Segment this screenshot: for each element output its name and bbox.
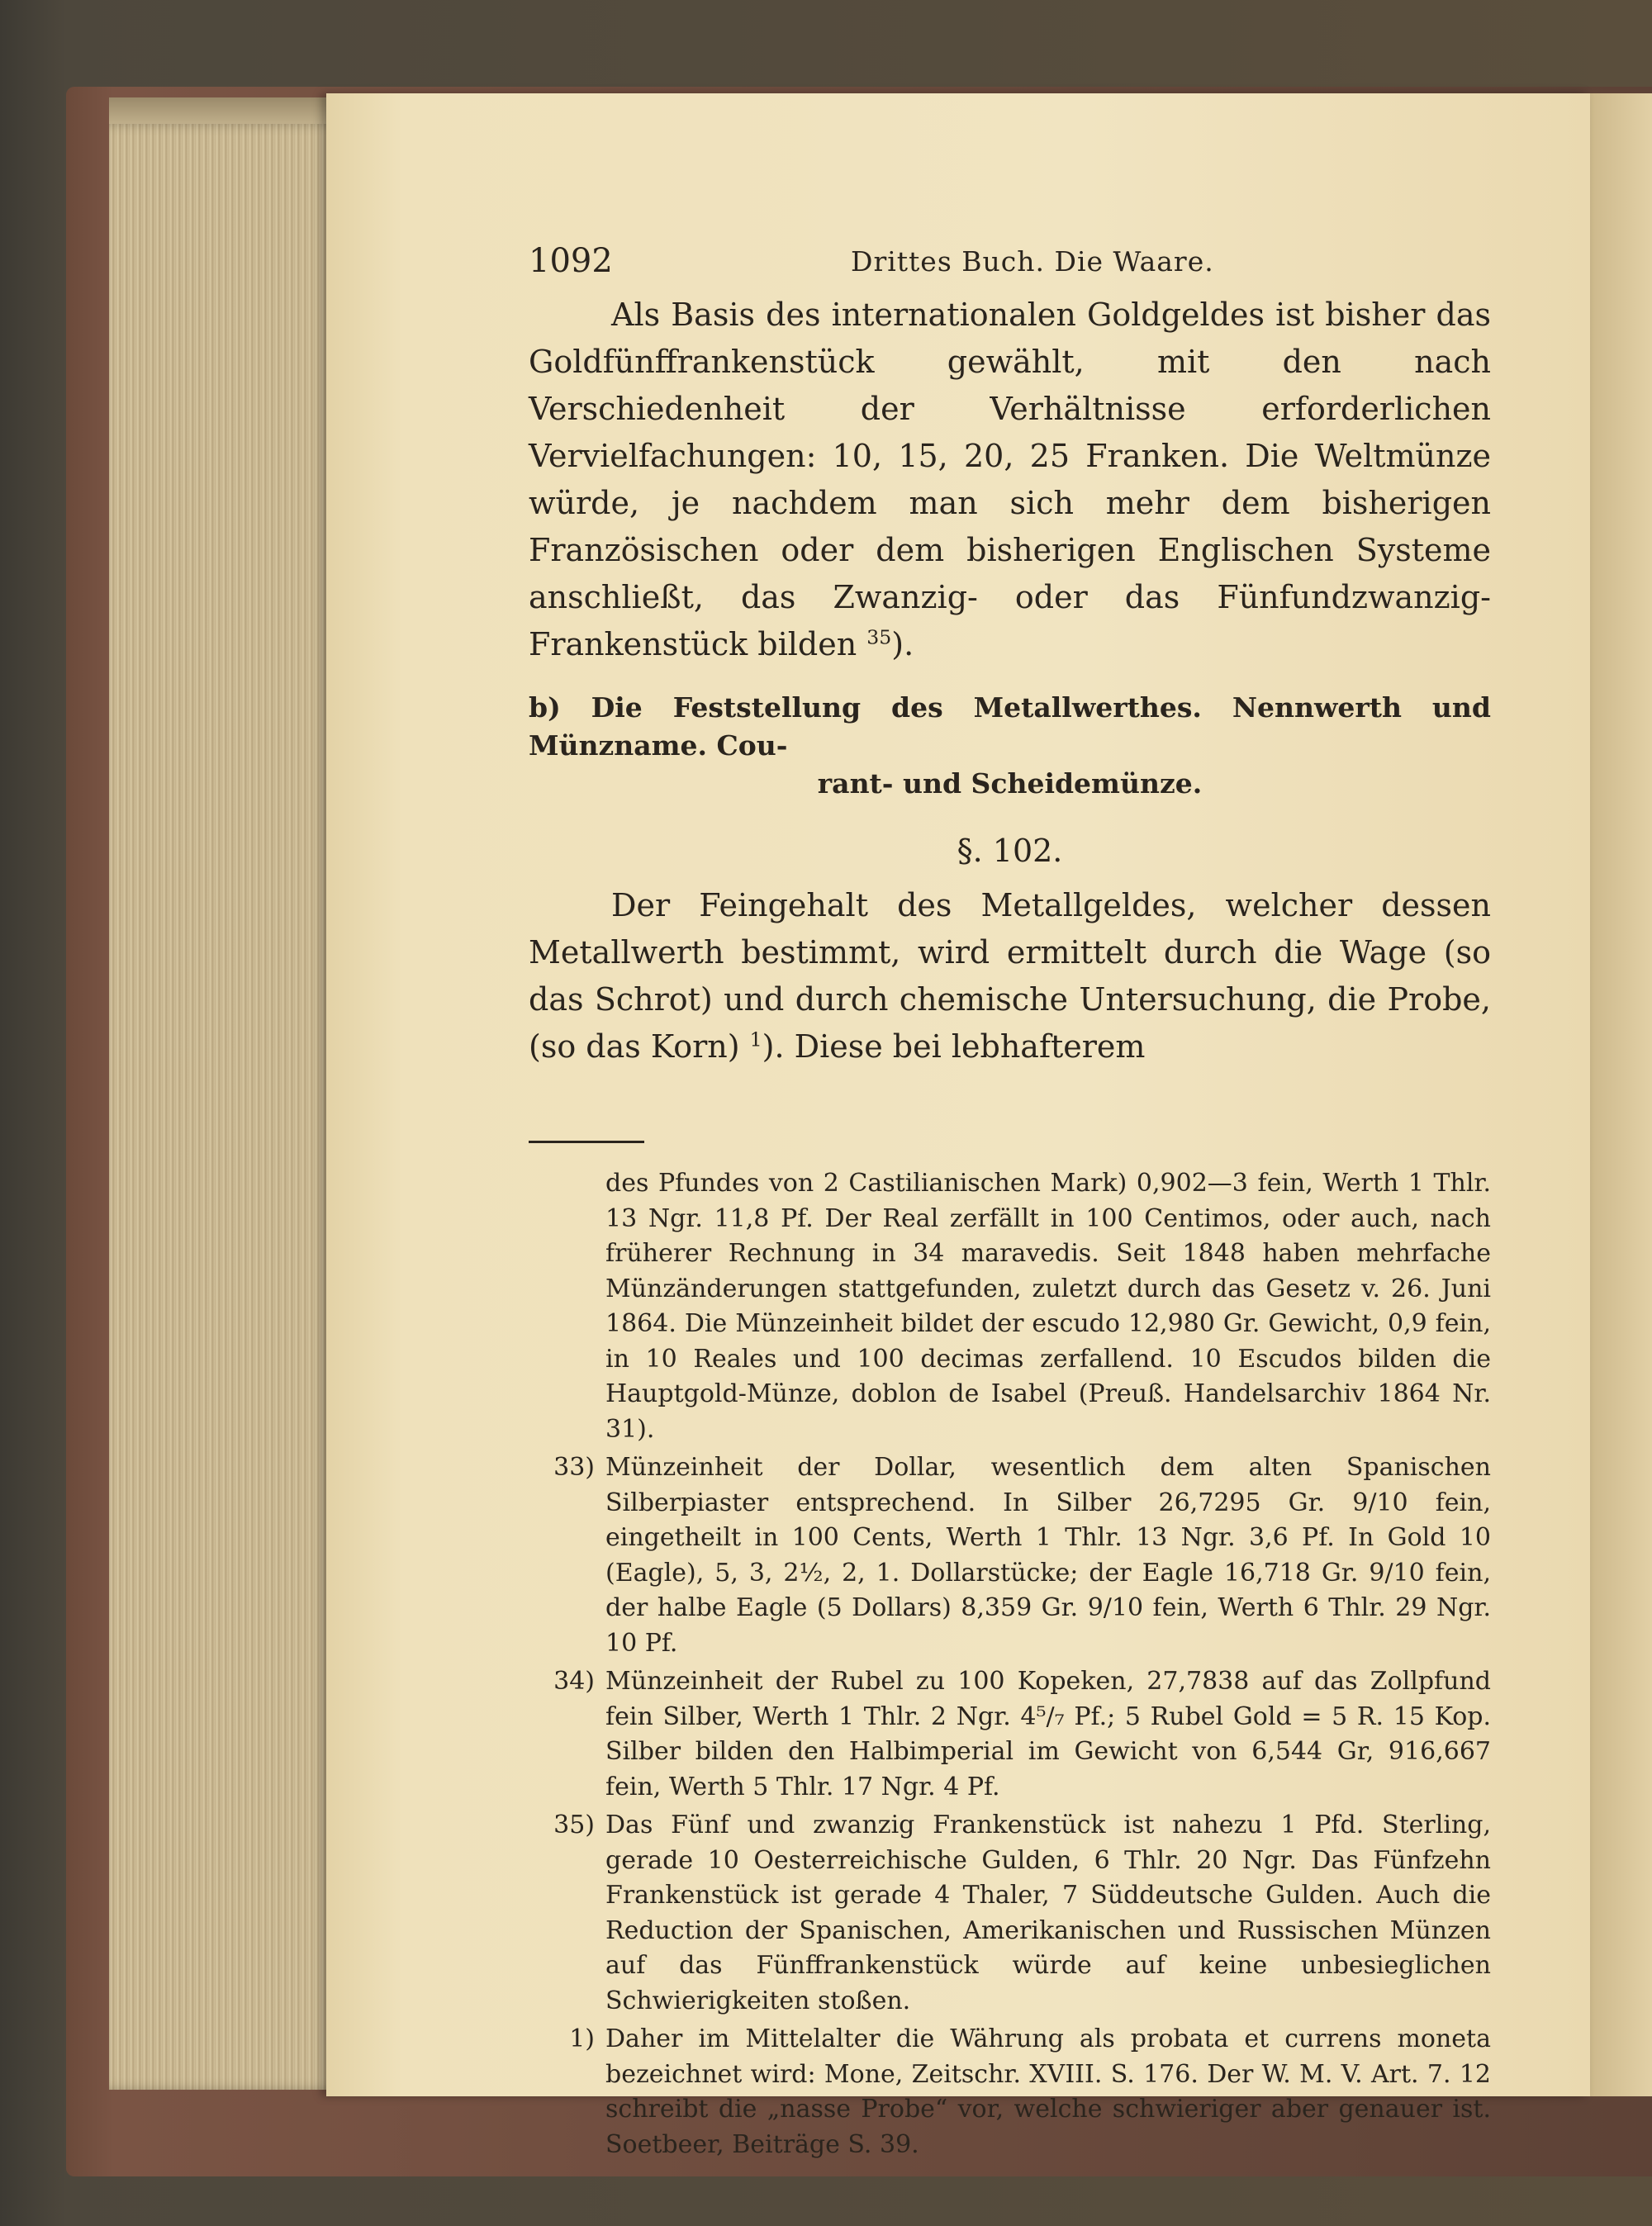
book-page	[326, 93, 1590, 2159]
footnote-33	[529, 1450, 1491, 1661]
page-number: 1092	[529, 242, 613, 280]
footnotes	[529, 1166, 1491, 2162]
running-head: Drittes Buch. Die Waare.	[851, 245, 1214, 278]
subheading-text: b) Die Feststellung des Metallwerthes. Nennwerth und Münzname. Cou-	[529, 691, 1491, 762]
footnote-ref-35: 35	[866, 625, 892, 649]
page-content	[529, 242, 1491, 2166]
page-block-edges	[109, 124, 349, 2090]
paragraph-2-end: ). Diese bei lebhafterem	[762, 1028, 1146, 1065]
paragraph-1-text: Als Basis des internationalen Goldgeldes ist bisher das Goldfünffrankenstück gewählt, mit den nach Verschiedenheit der Verhältnisse erforderlichen Vervielfachungen: 10, 15, 20, 25 Franken. Die Weltmünze würde, je nachdem man sich mehr dem bisherigen Französischen oder dem bisherigen Englischen Systeme anschließt, das Zwanzig- oder das Fünfundzwanzig-Frankenstück bilden	[529, 297, 1491, 662]
footnote-number: 1)	[569, 2024, 595, 2053]
paragraph-1-end: ).	[891, 626, 914, 662]
footnote-35	[529, 1808, 1491, 2019]
footnote-text: Münzeinheit der Dollar, wesentlich dem alten Spanischen Silberpiaster entsprechend. In Silber 26,7295 Gr. 9/10 fein, eingetheilt in 100 Cents, Werth 1 Thlr. 13 Ngr. 3,6 Pf. In Gold 10 (Eagle), 5, 3, 2½, 2, 1. Dollarstücke; der Eagle 16,718 Gr. 9/10 fein, der halbe Eagle (5 Dollars) 8,359 Gr. 9/10 fein, Werth 6 Thlr. 29 Ngr. 10 Pf.	[605, 1453, 1491, 1658]
footnote-number: 35)	[553, 1811, 595, 1839]
footnote-number: 34)	[553, 1667, 595, 1696]
footnote-text: Das Fünf und zwanzig Frankenstück ist nahezu 1 Pfd. Sterling, gerade 10 Oesterreichische Gulden, 6 Thlr. 20 Ngr. Das Fünfzehn Frankenstück ist gerade 4 Thaler, 7 Süddeutsche Gulden. Auch die Reduction der Spanischen, Amerikanischen und Russischen Münzen auf das Fünffrankenstück würde auf keine unbesieglichen Schwierigkeiten stoßen.	[605, 1811, 1491, 2015]
footnote-continuation	[529, 1166, 1491, 1447]
footnote-number: 33)	[553, 1453, 595, 1482]
section-number: §. 102.	[957, 833, 1063, 869]
footnote-34	[529, 1664, 1491, 1805]
body-paragraph-1	[529, 292, 1491, 668]
body-paragraph-2	[529, 882, 1491, 1070]
footnote-rule	[529, 1141, 644, 1143]
section-subheading	[529, 689, 1491, 803]
footnote-text: Daher im Mittelalter die Währung als probata et currens moneta bezeichnet wird: Mone, Zeitschr. XVIII. S. 176. Der W. M. V. Art. 7. 12 schreibt die „nasse Probe“ vor, welche schwieriger aber genauer ist. Soetbeer, Beiträge S. 39.	[605, 2024, 1491, 2159]
subheading-continuation: rant- und Scheidemünze.	[817, 767, 1203, 800]
page-header	[529, 242, 1491, 292]
footnote-continuation-text: des Pfundes von 2 Castilianischen Mark) 0,902—3 fein, Werth 1 Thlr. 13 Ngr. 11,8 Pf. Der Real zerfällt in 100 Centimos, oder auch, nach früherer Rechnung in 34 maravedis. Seit 1848 haben mehrfache Münzänderungen stattgefunden, zuletzt durch das Gesetz v. 26. Juni 1864. Die Münzeinheit bildet der escudo 12,980 Gr. Gewicht, 0,9 fein, in 10 Reales und 100 decimas zerfallend. 10 Escudos bilden die Hauptgold-Münze, doblon de Isabel (Preuß. Handelsarchiv 1864 Nr. 31).	[605, 1169, 1491, 1444]
facing-page-edge	[1590, 93, 1652, 2096]
footnote-text: Münzeinheit der Rubel zu 100 Kopeken, 27,7838 auf das Zollpfund fein Silber, Werth 1 Thlr. 2 Ngr. 4⁵/₇ Pf.; 5 Rubel Gold = 5 R. 15 Kop. Silber bilden den Halbimperial im Gewicht von 6,544 Gr, 916,667 fein, Werth 5 Thlr. 17 Ngr. 4 Pf.	[605, 1667, 1491, 1801]
paragraph-2-text: Der Feingehalt des Metallgeldes, welcher dessen Metallwerth bestimmt, wird ermittelt durch die Wage (so das Schrot) und durch chemische Untersuchung, die Probe, (so das Korn)	[529, 887, 1491, 1065]
footnote-1	[529, 2022, 1491, 2162]
footnote-ref-1: 1	[749, 1028, 762, 1051]
